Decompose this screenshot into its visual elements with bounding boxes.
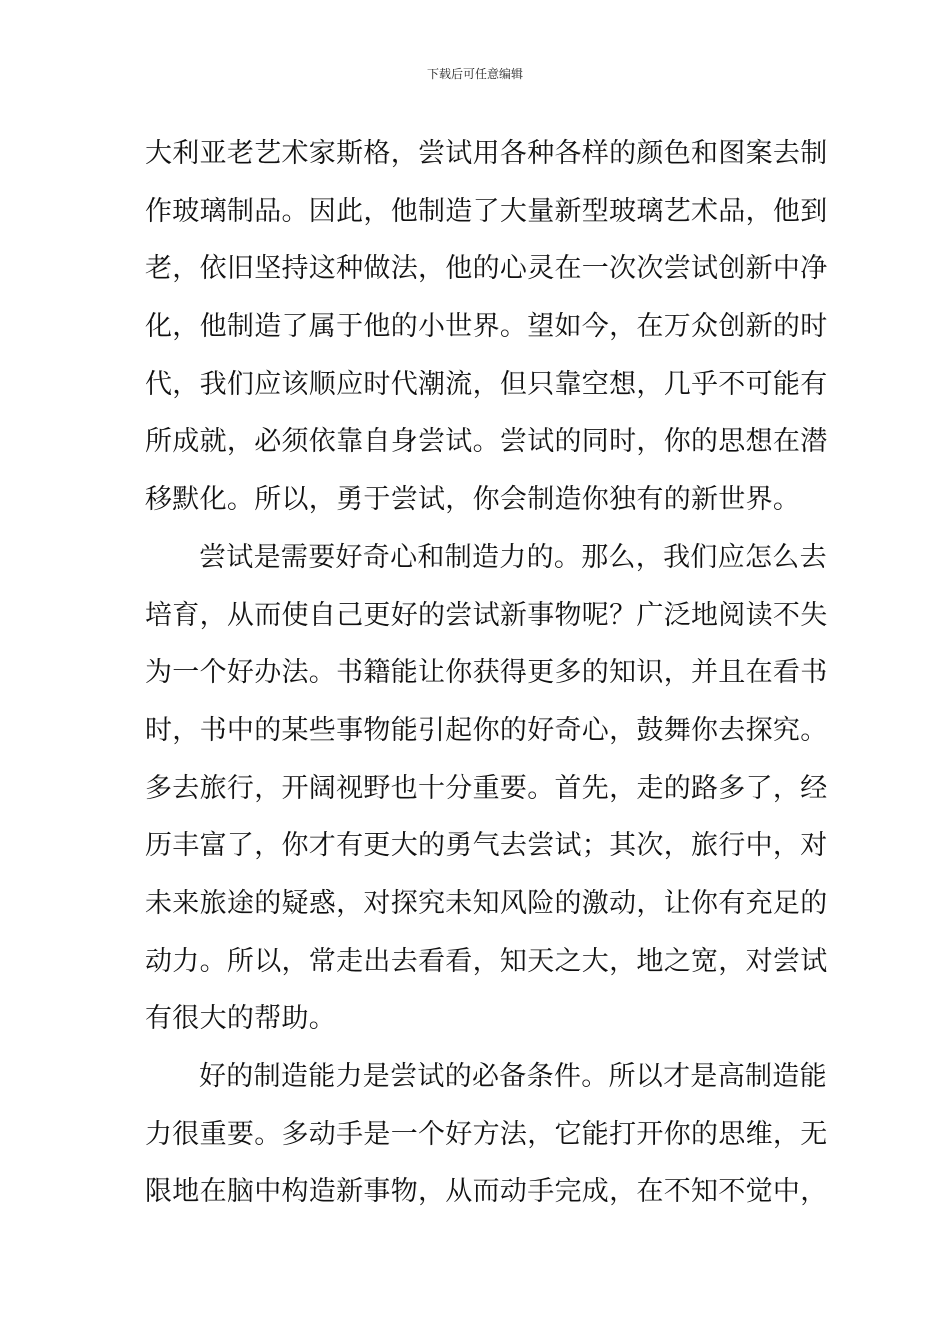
text-line: 移默化。所以，勇于尝试，你会制造你独有的新世界。 bbox=[145, 484, 801, 516]
text-line: 大利亚老艺术家斯格，尝试用各种各样的颜色和图案去制 bbox=[145, 138, 828, 169]
document-body bbox=[145, 125, 828, 1221]
text-line: 化，他制造了属于他的小世界。望如今，在万众创新的时 bbox=[145, 311, 828, 343]
text-line: 培育，从而使自己更好的尝试新事物呢？广泛地阅读不失 bbox=[145, 599, 828, 631]
text-line: 动力。所以，常走出去看看，知天之大，地之宽，对尝试 bbox=[145, 945, 828, 977]
paragraph-3 bbox=[145, 1048, 828, 1221]
text-line: 代，我们应该顺应时代潮流，但只靠空想，几乎不可能有 bbox=[145, 368, 828, 400]
text-line: 老，依旧坚持这种做法，他的心灵在一次次尝试创新中净 bbox=[145, 253, 828, 285]
text-line: 作玻璃制品。因此，他制造了大量新型玻璃艺术品，他到 bbox=[145, 195, 828, 227]
text-line: 尝试是需要好奇心和制造力的。那么，我们应怎么去 bbox=[199, 541, 827, 573]
text-line: 多去旅行，开阔视野也十分重要。首先，走的路多了，经 bbox=[145, 772, 828, 804]
text-line: 为一个好办法。书籍能让你获得更多的知识，并且在看书 bbox=[145, 657, 828, 689]
page-header: 下载后可任意编辑 bbox=[426, 67, 523, 81]
text-line: 时，书中的某些事物能引起你的好奇心，鼓舞你去探究。 bbox=[145, 714, 828, 746]
text-line: 好的制造能力是尝试的必备条件。所以才是高制造能 bbox=[199, 1061, 827, 1092]
text-line: 限地在脑中构造新事物，从而动手完成，在不知不觉中， bbox=[145, 1176, 828, 1208]
text-line: 未来旅途的疑惑，对探究未知风险的激动，让你有充足的 bbox=[145, 887, 828, 919]
paragraph-2 bbox=[145, 529, 828, 1048]
paragraph-1 bbox=[145, 125, 828, 529]
text-line: 所成就，必须依靠自身尝试。尝试的同时，你的思想在潜 bbox=[145, 426, 828, 458]
text-line: 历丰富了，你才有更大的勇气去尝试；其次，旅行中，对 bbox=[145, 830, 828, 862]
text-line: 有很大的帮助。 bbox=[145, 1003, 337, 1035]
text-line: 力很重要。多动手是一个好方法，它能打开你的思维，无 bbox=[145, 1118, 828, 1150]
